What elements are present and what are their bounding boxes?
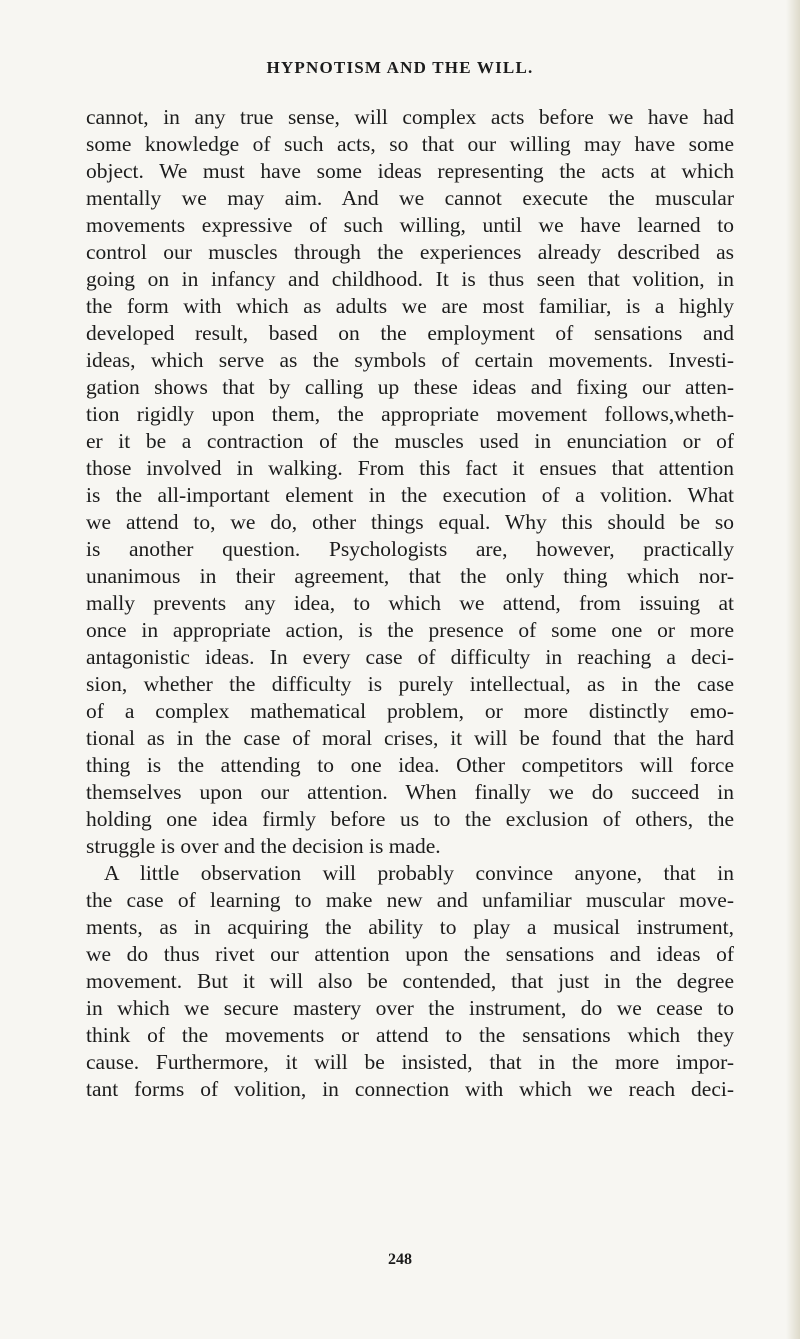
text-line: going on in infancy and childhood. It is thus seen that volition, in <box>86 267 734 291</box>
text-line: holding one idea firmly before us to the exclusion of others, the <box>86 807 734 831</box>
text-line: movement. But it will also be contended, that just in the degree <box>86 969 734 993</box>
text-line: we do thus rivet our attention upon the sensations and ideas of <box>86 942 734 966</box>
text-line: unanimous in their agreement, that the only thing which nor- <box>86 564 734 588</box>
text-line: antagonistic ideas. In every case of difficulty in reaching a deci- <box>86 645 734 669</box>
text-line: themselves upon our attention. When finally we do succeed in <box>86 780 734 804</box>
text-line: we attend to, we do, other things equal. Why this should be so <box>86 510 734 534</box>
text-line: sion, whether the difficulty is purely intellectual, as in the case <box>86 672 734 696</box>
text-line: thing is the attending to one idea. Other competitors will force <box>86 753 734 777</box>
text-line: of a complex mathematical problem, or more distinctly emo- <box>86 699 734 723</box>
text-line: object. We must have some ideas representing the acts at which <box>86 159 734 183</box>
page-number: 248 <box>388 1251 412 1268</box>
text-line: ments, as in acquiring the ability to play a musical instrument, <box>86 915 734 939</box>
text-line: cause. Furthermore, it will be insisted, that in the more impor- <box>86 1050 734 1074</box>
text-line: tional as in the case of moral crises, it will be found that the hard <box>86 726 734 750</box>
text-line: once in appropriate action, is the presence of some one or more <box>86 618 734 642</box>
text-line: mentally we may aim. And we cannot execute the muscular <box>86 186 734 210</box>
text-line: developed result, based on the employment of sensations and <box>86 321 734 345</box>
text-line: in which we secure mastery over the instrument, do we cease to <box>86 996 734 1020</box>
text-line: movements expressive of such willing, until we have learned to <box>86 213 734 237</box>
text-line: tant forms of volition, in connection with which we reach deci- <box>86 1077 734 1101</box>
running-head: HYPNOTISM AND THE WILL. <box>266 58 534 77</box>
text-line: those involved in walking. From this fact it ensues that attention <box>86 456 734 480</box>
text-line: tion rigidly upon them, the appropriate movement follows,wheth- <box>86 402 734 426</box>
text-line: control our muscles through the experiences already described as <box>86 240 734 264</box>
text-line: mally prevents any idea, to which we attend, from issuing at <box>86 591 734 615</box>
text-line: some knowledge of such acts, so that our willing may have some <box>86 132 734 156</box>
text-line: is another question. Psychologists are, however, practically <box>86 537 734 561</box>
body-text <box>86 104 734 1103</box>
text-line: cannot, in any true sense, will complex acts before we have had <box>86 105 734 129</box>
text-line: ideas, which serve as the symbols of certain movements. Investi- <box>86 348 734 372</box>
text-line: the form with which as adults we are most familiar, is a highly <box>86 294 734 318</box>
page-edge-shadow <box>786 0 800 1339</box>
text-line: gation shows that by calling up these ideas and fixing our atten- <box>86 375 734 399</box>
text-line: A little observation will probably convince anyone, that in <box>104 861 734 885</box>
text-line: er it be a contraction of the muscles used in enunciation or of <box>86 429 734 453</box>
text-line: struggle is over and the decision is made. <box>86 834 441 858</box>
text-line: the case of learning to make new and unfamiliar muscular move- <box>86 888 734 912</box>
text-line: think of the movements or attend to the sensations which they <box>86 1023 734 1047</box>
text-line: is the all-important element in the execution of a volition. What <box>86 483 734 507</box>
